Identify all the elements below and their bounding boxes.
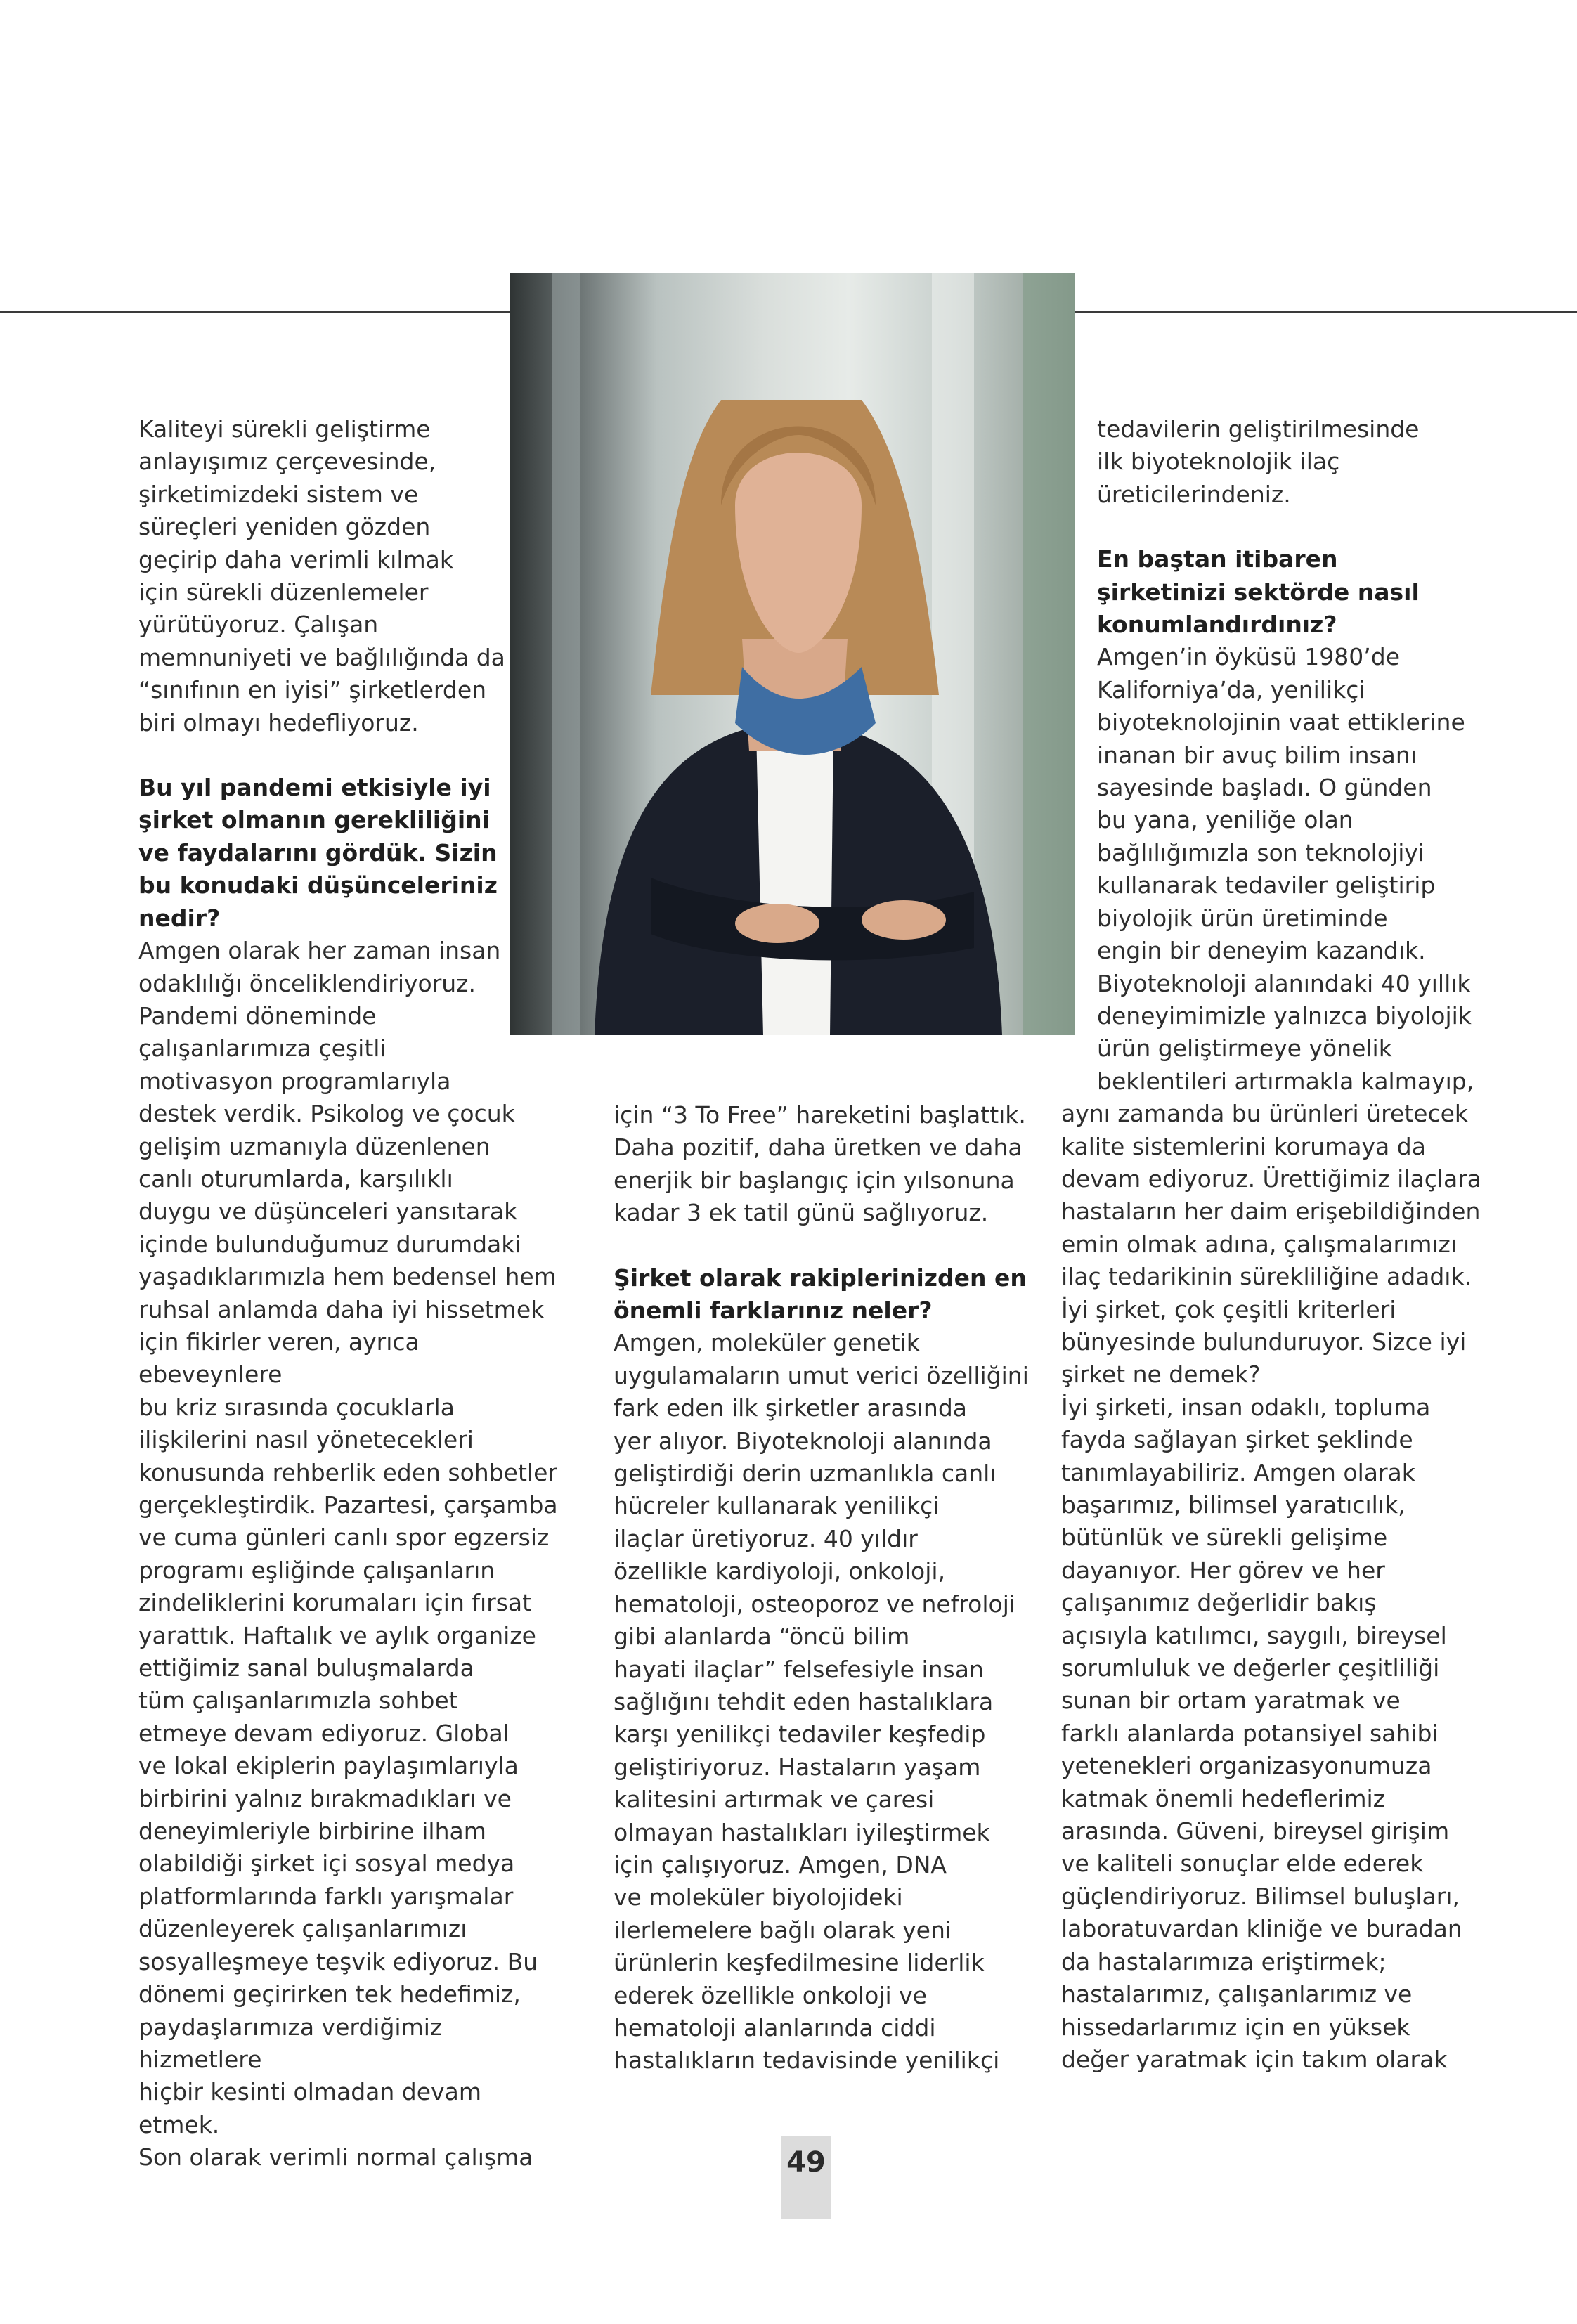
text-column-2 <box>614 1099 1035 2077</box>
interview-question: En baştan itibaren şirketinizi sektörde nasıl konumlandırdınız? <box>1097 545 1420 639</box>
page-number-box <box>781 2136 831 2219</box>
interview-question: Şirket olarak rakiplerinizden en önemli farklarınız neler? <box>614 1264 1027 1325</box>
interview-question: Bu yıl pandemi etkisiyle iyi şirket olmanın gerekliliğini ve faydalarını gördük. Sizin bu konudaki düşünceleriniz nedir? <box>138 774 498 932</box>
page-number: 49 <box>786 2146 826 2179</box>
header-rule-right <box>1075 311 1577 313</box>
answer-paragraph: Amgen, moleküler genetik uygulamaların umut verici özelliğini fark eden ilk şirketler arasında yer alıyor. Biyoteknoloji alanında geliştirdiği derin uzmanlıkla canlı hücreler kullanarak yenilikçi ilaçlar üretiyoruz. 40 yıldır özellikle kardiyoloji, onkoloji, hematoloji, osteoporoz ve nefroloji gibi alanlarda “öncü bilim hayati ilaçlar” felsefesiyle insan sağlığını tehdit eden hastalıklara karşı yenilikçi tedaviler keşfedip geliştiriyoruz. Hastaların yaşam kalitesini artırmak ve çaresi olmayan hastalıkları iyileştirmek için çalışıyoruz. Amgen, DNA ve moleküler biyolojideki ilerlemelere bağlı olarak yeni ürünlerin keşfedilmesine liderlik ederek özellikle onkoloji ve hematoloji alanlarında ciddi hastalıkların tedavisinde yenilikçi <box>614 1329 1029 2075</box>
paragraph: için “3 To Free” hareketini başlattık. Daha pozitif, daha üretken ve daha enerjik bir başlangıç için yılsonuna kadar 3 ek tatil günü sağlıyoruz. <box>614 1101 1026 1227</box>
paragraph: tedavilerin geliştirilmesinde ilk biyoteknolojik ilaç üreticilerindeniz. <box>1097 415 1420 508</box>
paragraph: Kaliteyi sürekli geliştirme anlayışımız çerçevesinde, şirketimizdeki sistem ve süreçleri yeniden gözden geçirip daha verimli kılmak için sürekli düzenlemeler yürütüyoruz. Çalışan memnuniyeti ve bağlılığında da “sınıfının en iyisi” şirketlerden biri olmayı hedefliyoruz. <box>138 415 505 736</box>
text-column-1 <box>138 413 560 2174</box>
answer-paragraph: Amgen’in öyküsü 1980’de Kaliforniya’da, yenilikçi biyoteknolojinin vaat ettiklerine inanan bir avuç bilim insanı sayesinde başladı. O günden bu yana, yeniliğe olan bağlılığımızla son teknolojiyi kullanarak tedaviler geliştirip biyolojik ürün üretiminde engin bir deneyim kazandık. Biyoteknoloji alanındaki 40 yıllık deneyimimizle yalnızca biyolojik ürün geliştirmeye yönelik beklentileri artırmakla kalmayıp, <box>1097 643 1474 1095</box>
text-column-3 <box>1061 413 1483 2076</box>
header-rule-left <box>0 311 510 313</box>
portrait-photo <box>510 273 1075 1035</box>
answer-paragraph: Amgen olarak her zaman insan odaklılığı önceliklendiriyoruz. Pandemi döneminde çalışanlarımıza çeşitli motivasyon programlarıyla destek verdik. Psikolog ve çocuk gelişim uzmanıyla düzenlenen canlı oturumlarda, karşılıklı duygu ve düşünceleri yansıtarak içinde bulunduğumuz durumdaki yaşadıklarımızla hem bedensel hem ruhsal anlamda daha iyi hissetmek için fikirler veren, ayrıca ebeveynlere bu kriz sırasında çocuklarla ilişkilerini nasıl yönetecekleri konusunda rehberlik eden sohbetler gerçekleştirdik. Pazartesi, çarşamba ve cuma günleri canlı spor egzersiz programı eşliğinde çalışanların zindeliklerini korumaları için fırsat yarattık. Haftalık ve aylık organize ettiğimiz sanal buluşmalarda tüm çalışanlarımızla sohbet etmeye devam ediyoruz. Global ve lokal ekiplerin paylaşımlarıyla birbirini yalnız bırakmadıkları ve deneyimleriyle birbirine ilham olabildiği şirket içi sosyal medya platformlarında farklı yarışmalar düzenleyerek çalışanlarımızı sosyalleşmeye teşvik ediyoruz. Bu dönemi geçirirken tek hedefimiz, paydaşlarımıza verdiğimiz hizmetlere hiçbir kesinti olmadan devam etmek. Son olarak verimli normal çalışma <box>138 937 558 2172</box>
answer-paragraph-continued: aynı zamanda bu ürünleri üretecek kalite sistemlerini korumaya da devam ediyoruz. Ürettiğimiz ilaçlara hastaların her daim erişebildiğinden emin olmak adına, çalışmalarımızı ilaç tedarikinin sürekliliğine adadık. İyi şirket, çok çeşitli kriterleri bünyesinde bulunduruyor. Sizce iyi şirket ne demek? İyi şirketi, insan odaklı, topluma fayda sağlayan şirket şeklinde tanımlayabiliriz. Amgen olarak başarımız, bilimsel yaratıcılık, bütünlük ve sürekli gelişime dayanıyor. Her görev ve her çalışanımız değerlidir bakış açısıyla katılımcı, saygılı, bireysel sorumluluk ve değerler çeşitliliği sunan bir ortam yaratmak ve farklı alanlarda potansiyel sahibi yetenekleri organizasyonumuza katmak önemli hedeflerimiz arasında. Güveni, bireysel girişim ve kaliteli sonuçlar elde ederek güçlendiriyoruz. Bilimsel buluşları, laboratuvardan kliniğe ve buradan da hastalarımıza eriştirmek; hastalarımız, çalışanlarımız ve hissedarlarımız için en yüksek değer yaratmak için takım olarak <box>1061 1100 1482 2073</box>
